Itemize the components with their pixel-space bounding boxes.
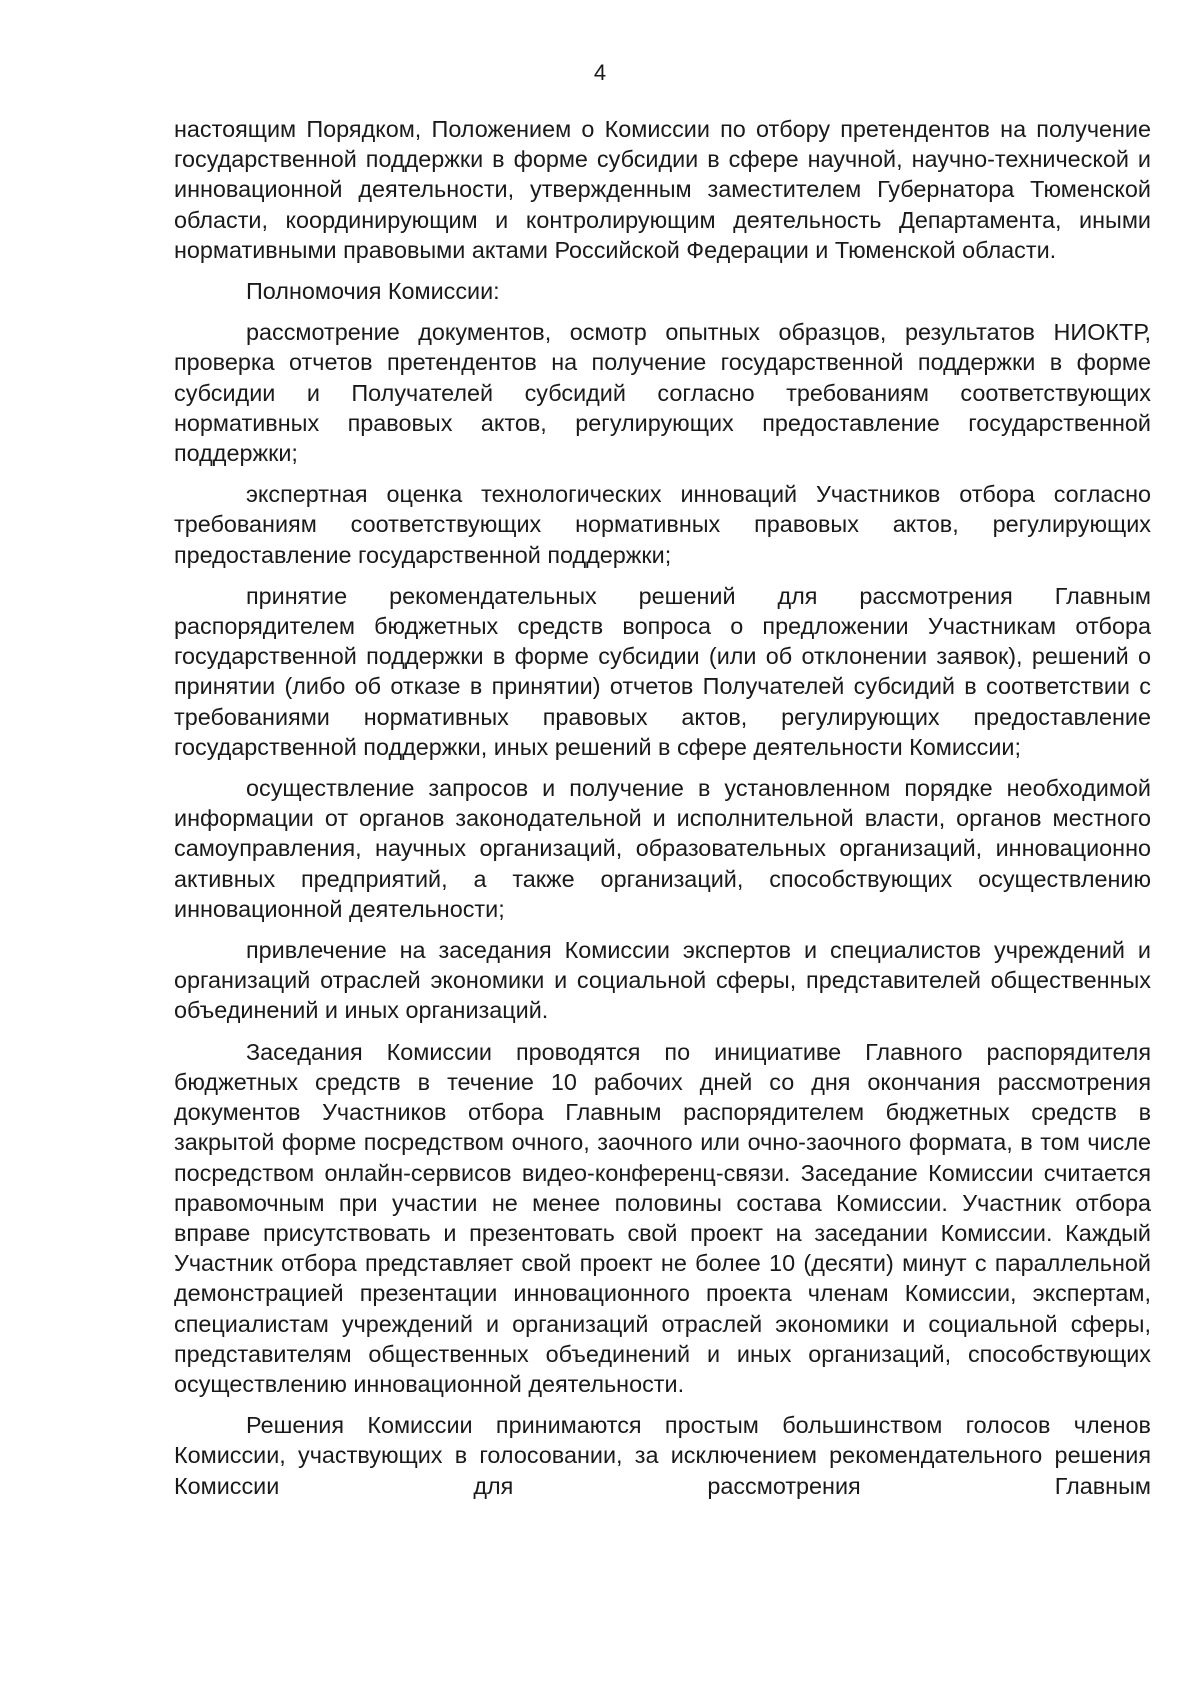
paragraph-meetings: Заседания Комиссии проводятся по инициативе Главного распорядителя бюджетных средств в течение 10 рабочих дней со дня окончания рассмотрения документов Участников отбора Главным распорядителем бюджетных средств в закрытой форме посредством очного, заочного или очно-заочного формата, в том числе посредством онлайн-сервисов видео-конференц-связи. Заседание Комиссии считается правомочным при участии не менее половины состава Комиссии. Участник отбора вправе присутствовать и презентовать свой проект на заседании Комиссии. Каждый Участник отбора представляет свой проект не более 10 (десяти) минут с параллельной демонстрацией презентации инновационного проекта членам Комиссии, экспертам, специалистам учреждений и организаций отраслей экономики и социальной сферы, представителям общественных объединений и иных организаций, способствующих осуществлению инновационной деятельности. (174, 1038, 1151, 1397)
paragraph-continuation: настоящим Порядком, Положением о Комиссии по отбору претендентов на получение государственной поддержки в форме субсидии в сфере научной, научно-технической и инновационной деятельности, утвержденным заместителем Губернатора Тюменской области, координирующим и контролирующим деятельность Департамента, иными нормативными правовыми актами Российской Федерации и Тюменской области. (174, 116, 1151, 263)
paragraph-power-recommendations: принятие рекомендательных решений для рассмотрения Главным распорядителем бюджетных средств вопроса о предложении Участникам отбора государственной поддержки в форме субсидии (или об отклонении заявок), решений о принятии (либо об отказе в принятии) отчетов Получателей субсидий в соответствии с требованиями нормативных правовых актов, регулирующих предоставление государственной поддержки, иных решений в сфере деятельности Комиссии; (174, 582, 1151, 760)
paragraph-power-involvement: привлечение на заседания Комиссии экспертов и специалистов учреждений и организаций отраслей экономики и социальной сферы, представителей общественных объединений и иных организаций. (174, 937, 1151, 1024)
paragraph-powers-heading: Полномочия Комиссии: (246, 278, 500, 305)
document-body (174, 114, 1151, 1512)
paragraph-power-expert-assessment: экспертная оценка технологических инноваций Участников отбора согласно требованиям соответствующих нормативных правовых актов, регулирующих предоставление государственной поддержки; (174, 481, 1151, 568)
paragraph-power-requests: осуществление запросов и получение в установленном порядке необходимой информации от органов законодательной и исполнительной власти, органов местного самоуправления, научных организаций, образовательных организаций, инновационно активных предприятий, а также организаций, способствующих осуществлению инновационной деятельности; (174, 775, 1151, 922)
page-number: 4 (593, 60, 607, 85)
paragraph-power-review: рассмотрение документов, осмотр опытных образцов, результатов НИОКТР, проверка отчетов претендентов на получение государственной поддержки в форме субсидии и Получателей субсидий согласно требованиям соответствующих нормативных правовых актов, регулирующих предоставление государственной поддержки; (174, 319, 1151, 467)
paragraph-decisions: Решения Комиссии принимаются простым большинством голосов членов Комиссии, участвующих в голосовании, за исключением рекомендательного решения Комиссии для рассмотрения Главным (174, 1412, 1151, 1499)
